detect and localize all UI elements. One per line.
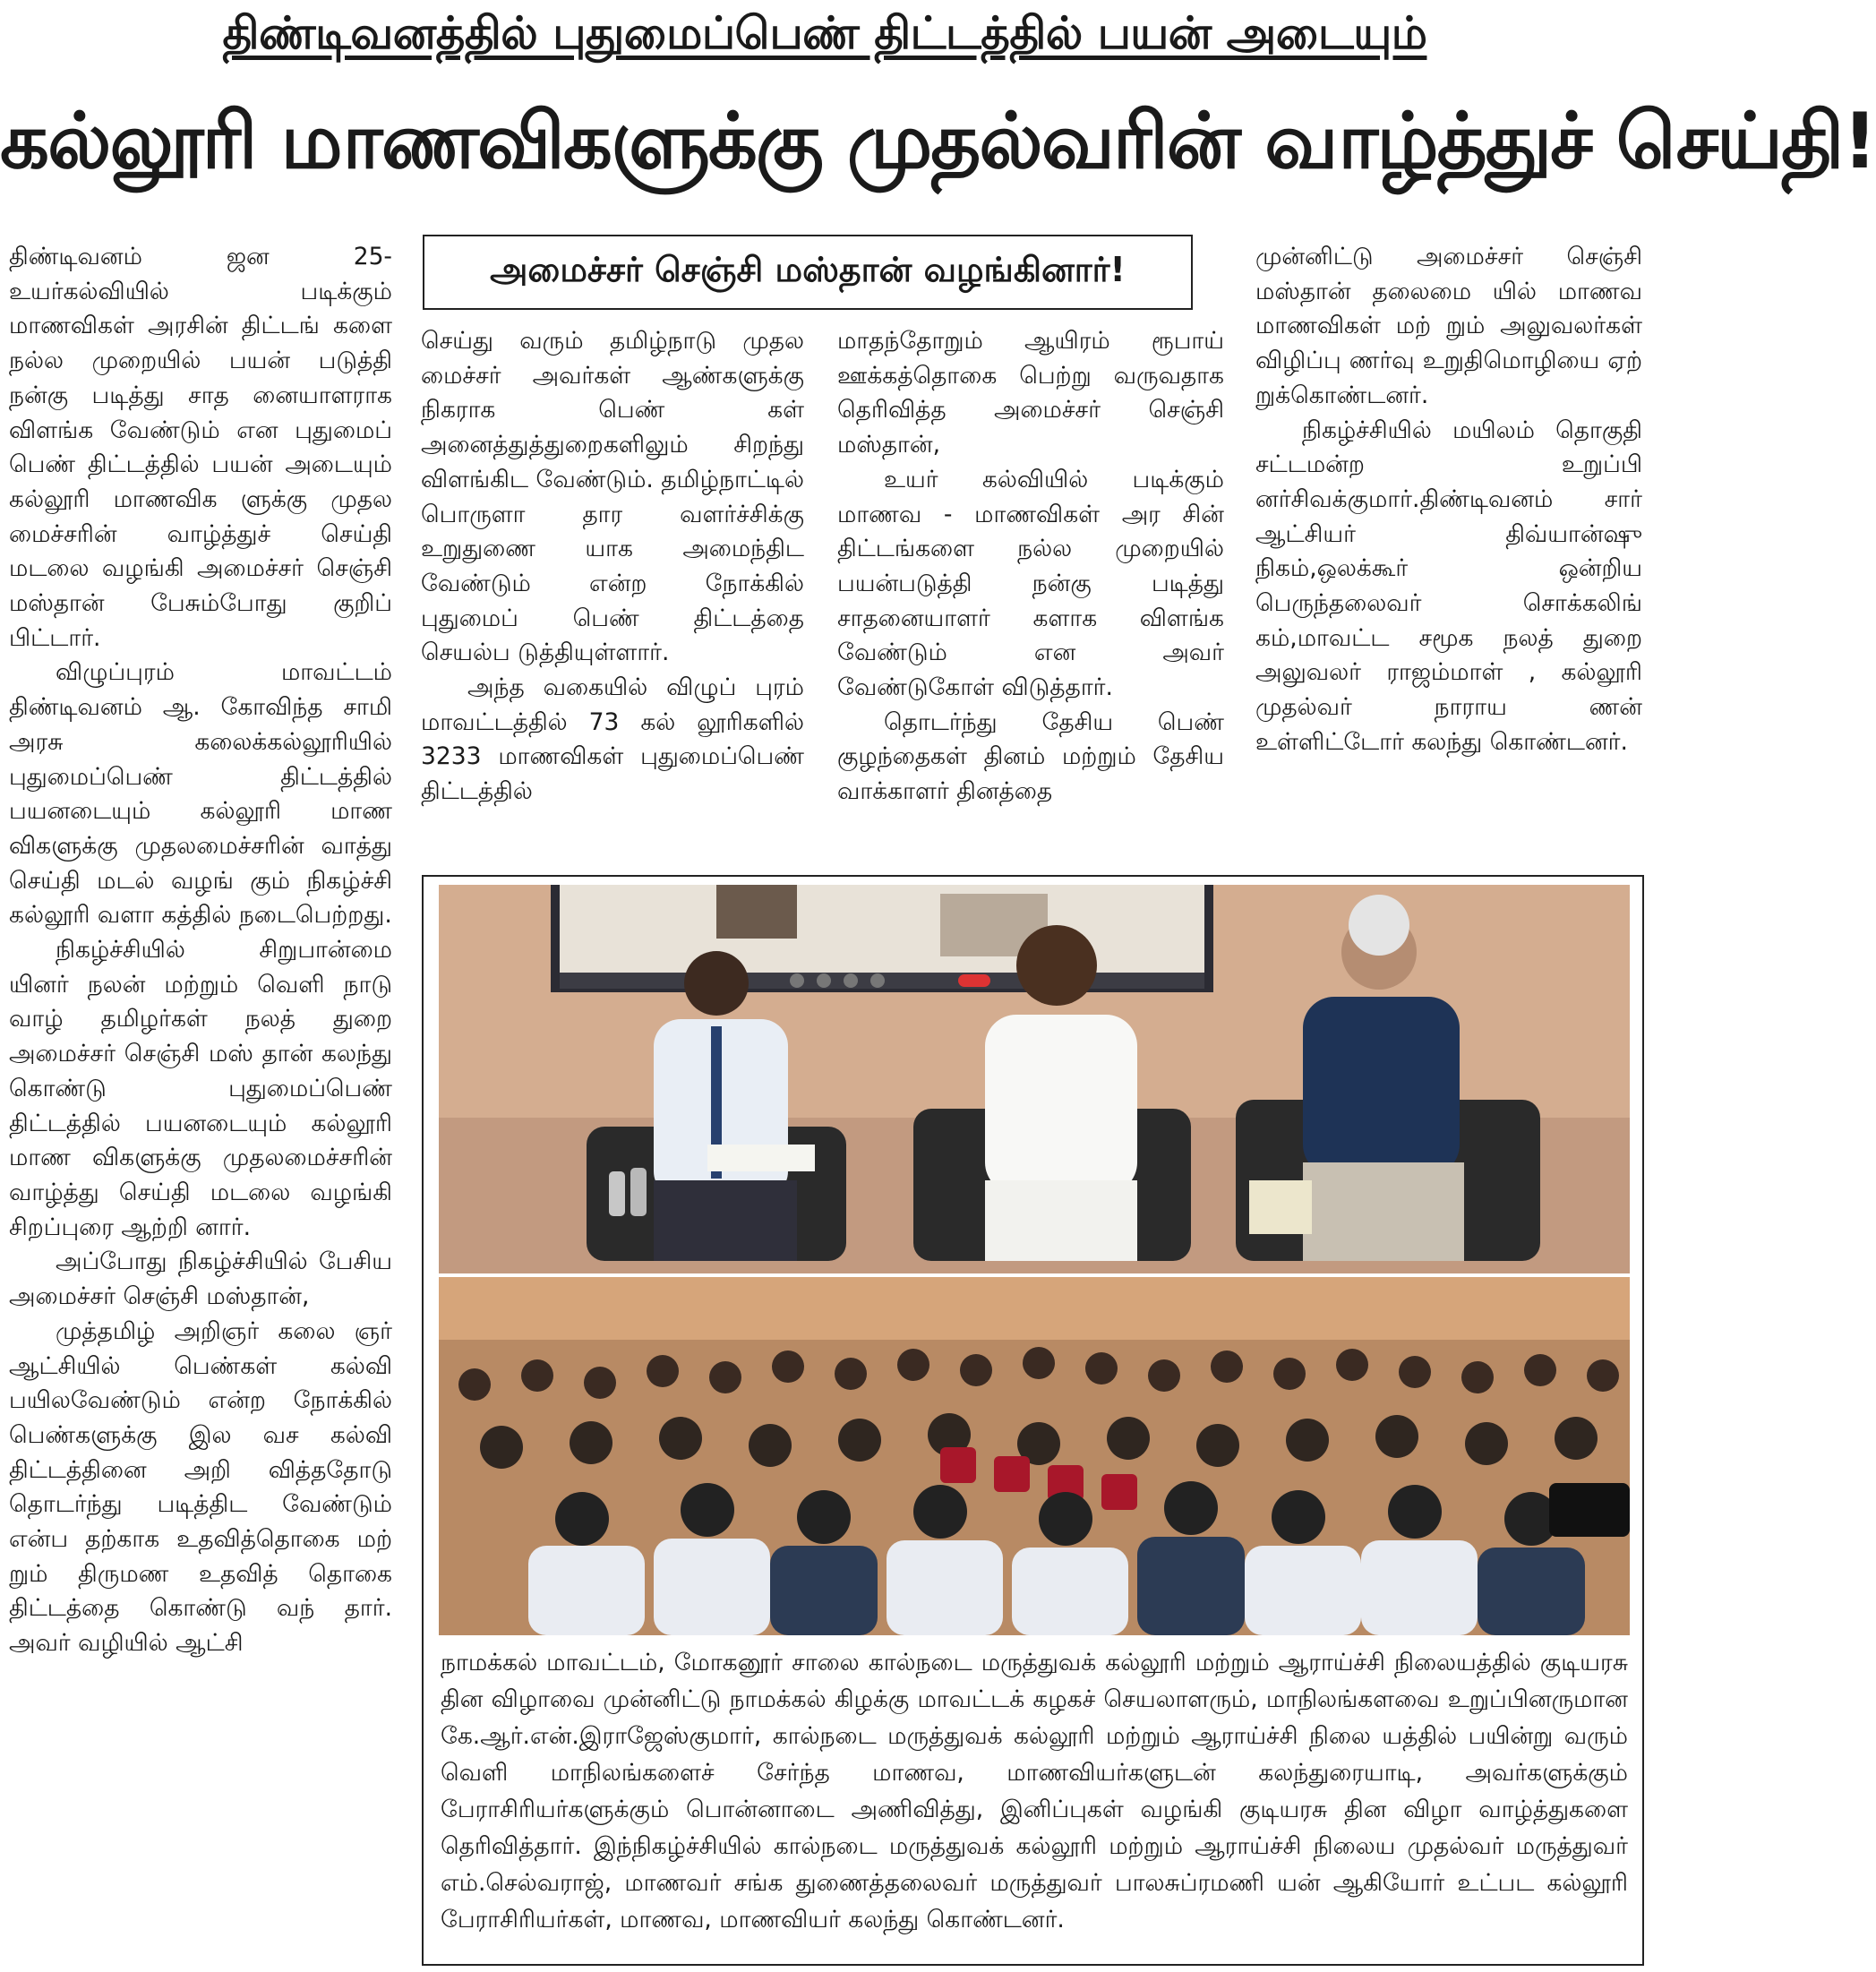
audience-photo (439, 1277, 1630, 1635)
paragraph: உயர் கல்வியில் படிக்கும் மாணவ - மாணவிகள் அர சின் திட்டங்களை நல்ல முறையில் பயன்படுத்தி நன்கு படித்து சாதனையாளர் களாக விளங்க வேண்டும் என அவர் வேண்டுகோள் விடுத்தார். (837, 465, 1224, 702)
paragraph: திண்டிவனம் ஜன 25- உயர்கல்வியில் படிக்கும் மாணவிகள் அரசின் திட்டங் களை நல்ல முறையில் பயன் படுத்தி நன்கு படித்து சாத னையாளராக விளங்க வேண்டும் என புதுமைப் பெண் திட்டத்தில் பயன் அடையும் கல்லூரி மாணவிக ளுக்கு முதல மைச்சரின் வாழ்த்துச் செய்தி மடலை வழங்கி அமைச்சர் செஞ்சி மஸ்தான் பேசும்போது குறிப் பிட்டார். (9, 243, 392, 652)
paragraph: விழுப்புரம் மாவட்டம் திண்டிவனம் ஆ. கோவிந்த சாமி அரசு கலைக்கல்லூரியில் புதுமைப்பெண் திட்டத்தில் பயனடையும் கல்லூரி மாண விகளுக்கு முதலமைச்சரின் வாத்து செய்தி மடல் வழங் கும் நிகழ்ச்சி கல்லூரி வளா கத்தில் நடைபெற்றது. (9, 658, 392, 930)
paragraph: நிகழ்ச்சியில் சிறுபான்மை யினர் நலன் மற்றும் வெளி நாடு வாழ் தமிழர்கள் நலத் துறை அமைச்சர் செஞ்சி மஸ் தான் கலந்து கொண்டு புதுமைப்பெண் திட்டத்தில் பயனடையும் கல்லூரி மாண விகளுக்கு முதலமைச்சரின் வாழ்த்து செய்தி மடலை வழங்கி சிறப்புரை ஆற்றி னார். (9, 936, 392, 1241)
kicker-headline: திண்டிவனத்தில் புதுமைப்பெண் திட்டத்தில் பயன் அடையும் (222, 7, 1427, 59)
paragraph: முத்தமிழ் அறிஞர் கலை ஞர் ஆட்சியில் பெண்கள் கல்வி பயிலவேண்டும் என்ற நோக்கில் பெண்களுக்கு இல வச கல்வி திட்டத்தினை அறி வித்ததோடு தொடர்ந்து படித்திட வேண்டும் என்ப தற்காக உதவித்தொகை மற் றும் திருமண உதவித் தொகை திட்டத்தை கொண்டு வந் தார். அவர் வழியில் ஆட்சி (9, 1316, 392, 1658)
main-headline: கல்லூரி மாணவிகளுக்கு முதல்வரின் வாழ்த்துச் செய்தி! (0, 97, 1876, 186)
article-column-3 (837, 324, 1224, 810)
subheadline-box: அமைச்சர் செஞ்சி மஸ்தான் வழங்கினார்! (423, 235, 1193, 310)
paragraph: முன்னிட்டு அமைச்சர் செஞ்சி மஸ்தான் தலைமை யில் மாணவ மாணவிகள் மற் றும் அலுவலர்கள் விழிப்பு ணர்வு உறுதிமொழியை ஏற் றுக்கொண்டனர். (1255, 243, 1642, 409)
article-column-4 (1255, 240, 1642, 760)
paragraph: தொடர்ந்து தேசிய பெண் குழந்தைகள் தினம் மற்றும் தேசிய வாக்காளர் தினத்தை (837, 707, 1224, 806)
paragraph: அந்த வகையில் விழுப் புரம் மாவட்டத்தில் 73 கல் லூரிகளில் 3233 மாணவிகள் புதுமைப்பெண் திட்டத்தில் (421, 673, 804, 806)
paragraph: செய்து வரும் தமிழ்நாடு முதல மைச்சர் அவர்கள் ஆண்களுக்கு நிகராக பெண் கள் அனைத்துத்துறைகளிலும் சிறந்து விளங்கிட வேண்டும். தமிழ்நாட்டில் பொருளா தார வளர்ச்சிக்கு உறுதுணை யாக அமைந்திட வேண்டும் என்ற நோக்கில் புதுமைப் பெண் திட்டத்தை செயல்ப டுத்தியுள்ளார். (421, 327, 804, 667)
paragraph: நிகழ்ச்சியில் மயிலம் தொகுதி சட்டமன்ற உறுப்பி னர்சிவக்குமார்.திண்டிவனம் சார் ஆட்சியர் திவ்யான்ஷு நிகம்,ஒலக்கூர் ஒன்றிய பெருந்தலைவர் சொக்கலிங் கம்,மாவட்ட சமூக நலத் துறை அலுவலர் ராஜம்மாள் , கல்லூரி முதல்வர் நாராய ணன் உள்ளிட்டோர் கலந்து கொண்டனர். (1255, 416, 1642, 756)
stage-photo-drawing (439, 885, 1630, 1273)
audience-photo-drawing (439, 1277, 1630, 1635)
paragraph: மாதந்தோறும் ஆயிரம் ரூபாய் ஊக்கத்தொகை பெற்று வருவதாக தெரிவித்த அமைச்சர் செஞ்சி மஸ்தான், (837, 327, 1224, 459)
paragraph: அப்போது நிகழ்ச்சியில் பேசிய அமைச்சர் செஞ்சி மஸ்தான், (9, 1248, 392, 1311)
caption-text: நாமக்கல் மாவட்டம், மோகனூர் சாலை கால்நடை மருத்துவக் கல்லூரி மற்றும் ஆராய்ச்சி நிலையத்தில் குடியரசு தின விழாவை முன்னிட்டு நாமக்கல் கிழக்கு மாவட்டக் கழகச் செயலாளரும், மாநிலங்களவை உறுப்பினருமான கே.ஆர்.என்.இராஜேஸ்குமார், கால்நடை மருத்துவக் கல்லூரி மற்றும் ஆராய்ச்சி நிலை யத்தில் பயின்று வரும் வெளி மாநிலங்களைச் சேர்ந்த மாணவ, மாணவியர்களுடன் கலந்துரையாடி, அவர்களுக்கும் பேராசிரியர்களுக்கும் பொன்னாடை அணிவித்து, இனிப்புகள் வழங்கி குடியரசு தின விழா வாழ்த்துகளை தெரிவித்தார். இந்நிகழ்ச்சியில் கால்நடை மருத்துவக் கல்லூரி மற்றும் ஆராய்ச்சி நிலைய முதல்வர் மருத்துவர் எம்.செல்வராஜ், மாணவர் சங்க துணைத்தலைவர் மருத்துவர் பாலசுப்ரமணி யன் ஆகியோர் உட்பட கல்லூரி பேராசிரியர்கள், மாணவ, மாணவியர் கலந்து கொண்டனர். (441, 1649, 1628, 1933)
photo-caption (441, 1644, 1628, 1938)
article-column-1 (9, 240, 392, 1661)
stage-photo (439, 885, 1630, 1273)
article-column-2 (421, 324, 804, 810)
